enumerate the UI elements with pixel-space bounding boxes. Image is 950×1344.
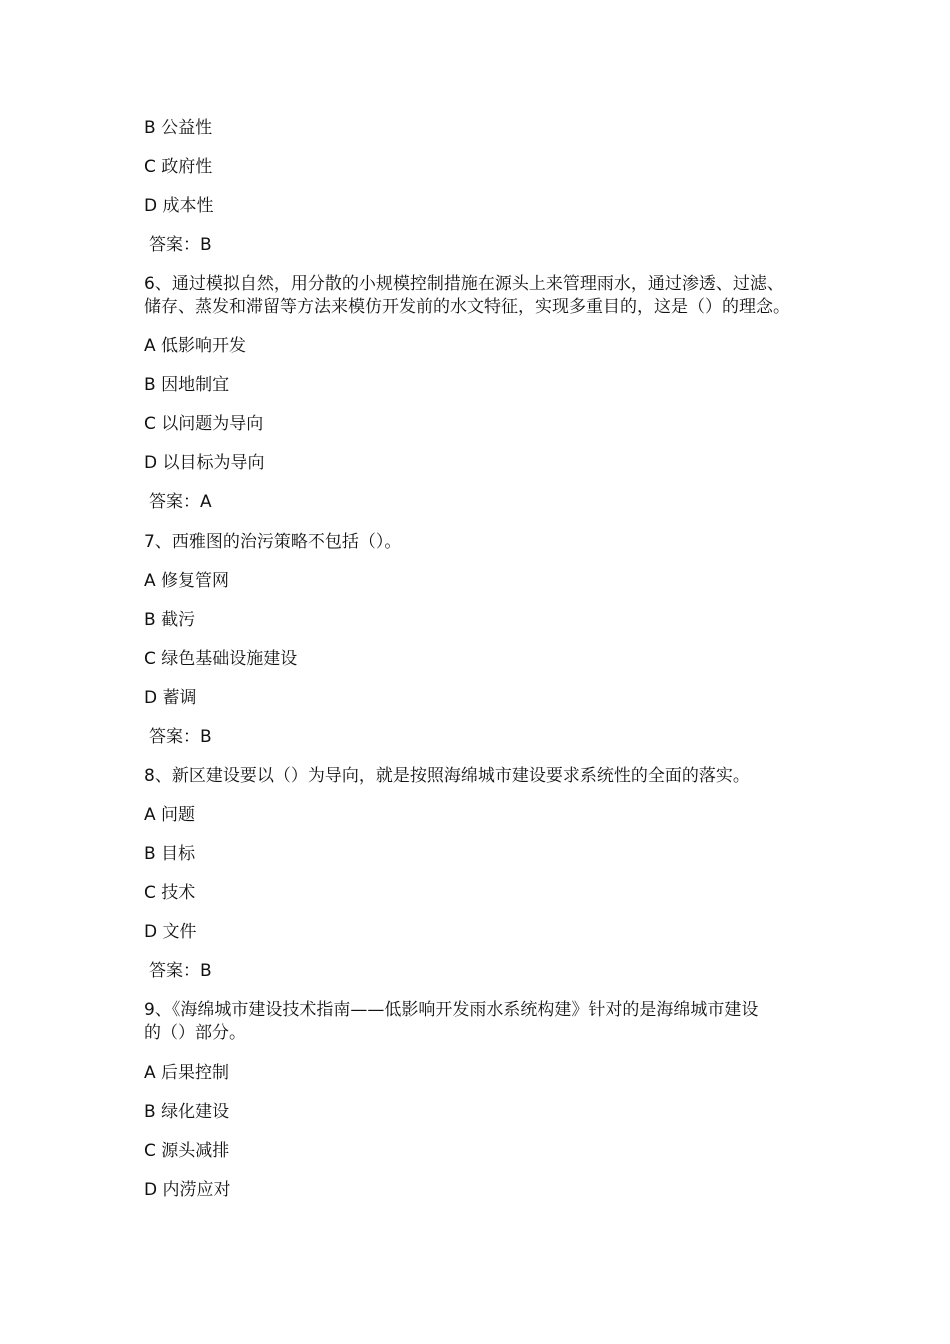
question-6-line2: 储存、蒸发和滞留等方法来模仿开发前的水文特征，实现多重目的，这是（）的理念。 <box>144 297 790 317</box>
question-7: 7、西雅图的治污策略不包括（）。 <box>144 532 402 552</box>
question-7-option-b: B 截污 <box>144 610 196 630</box>
question-8: 8、新区建设要以（）为导向，就是按照海绵城市建设要求系统性的全面的落实。 <box>144 766 750 786</box>
option-c-prev: C 政府性 <box>144 157 213 177</box>
question-9-option-c: C 源头减排 <box>144 1141 230 1161</box>
question-9-line1: 9、《海绵城市建设技术指南——低影响开发雨水系统构建》针对的是海绵城市建设 <box>144 1000 759 1020</box>
option-d-prev: D 成本性 <box>144 196 214 216</box>
answer-prev: 答案：B <box>149 235 212 255</box>
question-9-option-b: B 绿化建设 <box>144 1102 230 1122</box>
question-6-line1: 6、通过模拟自然，用分散的小规模控制措施在源头上来管理雨水，通过渗透、过滤、 <box>144 274 784 294</box>
question-9-line2: 的（）部分。 <box>144 1023 246 1043</box>
option-b-prev: B 公益性 <box>144 118 213 138</box>
question-8-answer: 答案：B <box>149 961 212 981</box>
question-8-option-c: C 技术 <box>144 883 196 903</box>
question-6-answer: 答案：A <box>149 492 212 512</box>
question-6-option-b: B 因地制宜 <box>144 375 230 395</box>
question-9-option-a: A 后果控制 <box>144 1063 230 1083</box>
question-9-option-d: D 内涝应对 <box>144 1180 231 1200</box>
question-6-option-d: D 以目标为导向 <box>144 453 265 473</box>
question-7-option-d: D 蓄调 <box>144 688 197 708</box>
question-6-option-a: A 低影响开发 <box>144 336 247 356</box>
question-7-option-a: A 修复管网 <box>144 571 230 591</box>
question-7-option-c: C 绿色基础设施建设 <box>144 649 298 669</box>
question-7-answer: 答案：B <box>149 727 212 747</box>
question-6-option-c: C 以问题为导向 <box>144 414 264 434</box>
question-8-option-d: D 文件 <box>144 922 197 942</box>
question-8-option-b: B 目标 <box>144 844 196 864</box>
question-8-option-a: A 问题 <box>144 805 196 825</box>
